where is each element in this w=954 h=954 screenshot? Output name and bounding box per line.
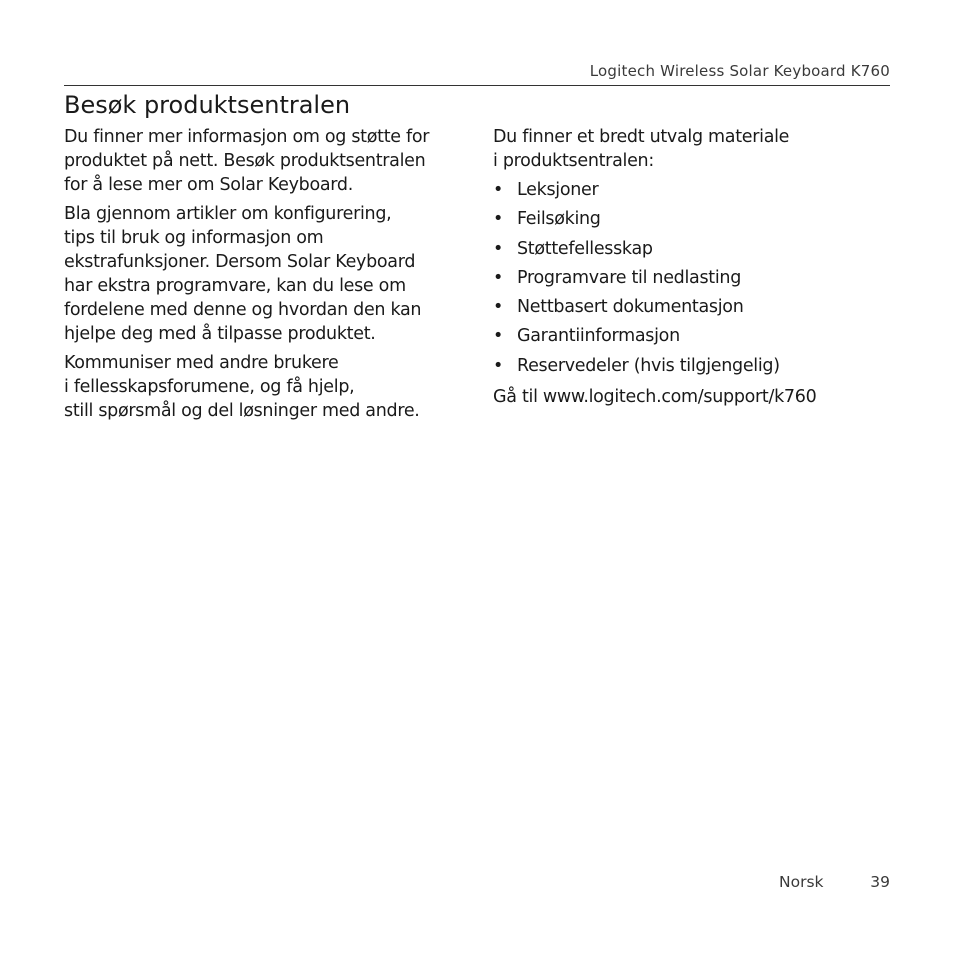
header-divider	[64, 85, 890, 86]
list-item-label: Nettbasert dokumentasjon	[517, 297, 744, 318]
list-item-label: Reservedeler (hvis tilgjengelig)	[517, 355, 780, 376]
running-header: Logitech Wireless Solar Keyboard K760	[589, 62, 890, 80]
articles-paragraph: Bla gjennom artikler om konfigurering, tips til bruk og informasjon om ekstrafunksjoner. Dersom Solar Keyboard har ekstra programvare, kan du lese om fordelene med denne og hvordan den kan hjelpe deg med å tilpasse produktet.	[64, 204, 422, 344]
list-item-label: Feilsøking	[517, 209, 601, 230]
section-heading: Besøk produktsentralen	[64, 91, 351, 119]
list-item	[493, 178, 893, 202]
intro-paragraph: Du finner mer informasjon om og støtte for produktet på nett. Besøk produktsentralen for å lese mer om Solar Keyboard.	[64, 127, 430, 195]
bullet-icon: •	[493, 326, 504, 347]
bullet-icon: •	[493, 180, 504, 200]
list-item-label: Leksjoner	[517, 180, 599, 200]
footer-language: Norsk	[779, 873, 824, 891]
bullet-icon: •	[493, 297, 504, 318]
list-item	[493, 324, 893, 348]
bullet-icon: •	[493, 209, 504, 230]
list-item	[493, 266, 893, 290]
list-item-label: Programvare til nedlasting	[517, 267, 741, 288]
list-item	[493, 295, 893, 319]
bullet-icon: •	[493, 238, 504, 259]
list-item	[493, 354, 893, 378]
support-url-line: Gå til www.logitech.com/support/k760	[493, 386, 817, 407]
right-column	[493, 125, 893, 409]
list-item	[493, 207, 893, 231]
bullet-icon: •	[493, 355, 504, 376]
list-item-label: Støttefellesskap	[517, 238, 653, 259]
list-item-label: Garantiinformasjon	[517, 326, 680, 347]
page-number: 39	[870, 873, 890, 891]
community-paragraph: Kommuniser med andre brukere i fellesskapsforumene, og få hjelp, still spørsmål og del løsninger med andre.	[64, 353, 420, 421]
materials-list	[493, 178, 893, 378]
materials-intro: Du finner et bredt utvalg materiale i produktsentralen:	[493, 127, 790, 171]
bullet-icon: •	[493, 267, 504, 288]
list-item	[493, 237, 893, 261]
left-column	[64, 125, 474, 428]
